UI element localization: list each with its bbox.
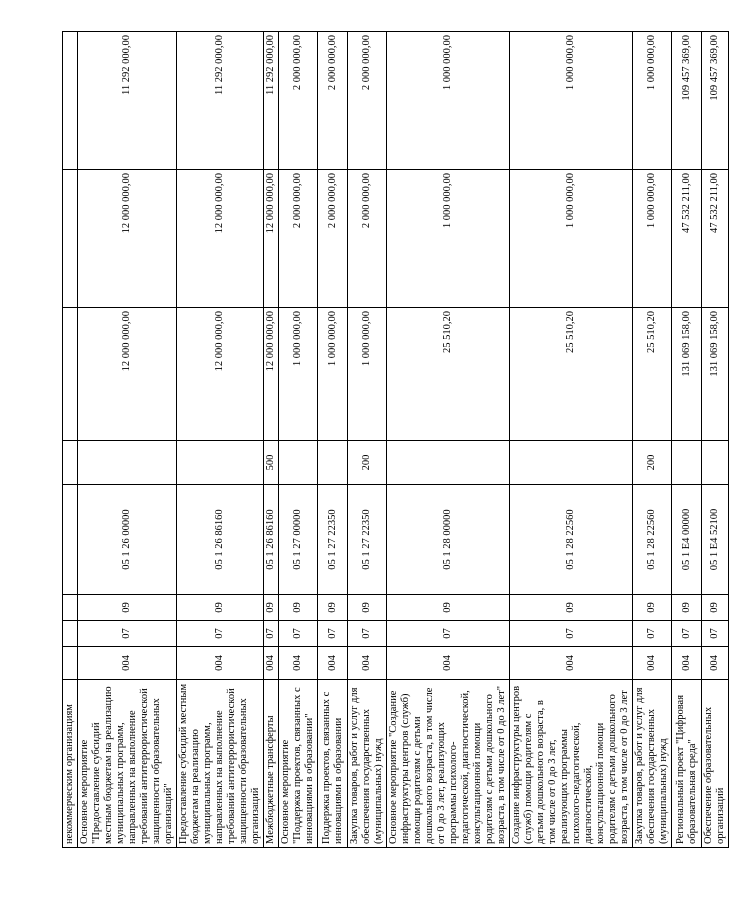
target-article-cell: 05 1 26 86160 xyxy=(177,485,264,595)
amount-year3-cell: 2 000 000,00 xyxy=(318,32,348,170)
row-name-cell: Основное мероприятие "Создание инфраструктуры центров (служб) помощи родителям с детьми дошкольного возраста, в том числе от 0 до 3 лет, реализующих программы психолого-педагогической, диагностической, консультационной помощи родителям с детьми дошкольного возраста, в том числе от 0 до 3 лет" xyxy=(387,680,510,848)
amount-year3-cell: 1 000 000,00 xyxy=(387,32,510,170)
amount-year1-cell: 1 000 000,00 xyxy=(348,308,387,441)
target-article-cell: 05 1 27 22350 xyxy=(348,485,387,595)
amount-year3-cell: 11 292 000,00 xyxy=(264,32,279,170)
target-article-cell xyxy=(63,485,78,595)
row-name-cell: Закупка товаров, работ и услуг для обеспечения государственных (муниципальных) нужд xyxy=(633,680,672,848)
podrazdel-cell: 09 xyxy=(633,595,672,621)
amount-year2-cell: 47 532 211,00 xyxy=(702,170,729,308)
expense-type-cell: 200 xyxy=(633,441,672,485)
table-row xyxy=(348,32,387,848)
expense-type-cell xyxy=(318,441,348,485)
vedomstvo-cell: 004 xyxy=(633,647,672,680)
amount-year3-cell: 1 000 000,00 xyxy=(510,32,633,170)
podrazdel-cell: 09 xyxy=(78,595,177,621)
amount-year3-cell xyxy=(63,32,78,170)
amount-year1-cell: 12 000 000,00 xyxy=(177,308,264,441)
table-row xyxy=(63,32,78,848)
target-article-cell: 05 1 26 86160 xyxy=(264,485,279,595)
podrazdel-cell: 09 xyxy=(348,595,387,621)
table-row xyxy=(672,32,702,848)
target-article-cell: 05 1 27 22350 xyxy=(318,485,348,595)
table-row xyxy=(510,32,633,848)
target-article-cell: 05 1 28 22560 xyxy=(633,485,672,595)
row-name-cell: Предоставление субсидий местным бюджетам на реализацию муниципальных программ, направленных на выполнение требований антитеррористической защищенности образовательных организаций xyxy=(177,680,264,848)
target-article-cell: 05 1 E4 52100 xyxy=(702,485,729,595)
vedomstvo-cell xyxy=(63,647,78,680)
table-row xyxy=(387,32,510,848)
razdel-cell: 07 xyxy=(348,621,387,647)
podrazdel-cell: 09 xyxy=(279,595,318,621)
row-name-cell: Закупка товаров, работ и услуг для обеспечения государственных (муниципальных) нужд xyxy=(348,680,387,848)
row-name-cell: Основное мероприятие "Поддержка проектов, связанных с инновациями в образовании" xyxy=(279,680,318,848)
expense-type-cell xyxy=(387,441,510,485)
target-article-cell: 05 1 28 00000 xyxy=(387,485,510,595)
amount-year1-cell: 25 510,20 xyxy=(387,308,510,441)
amount-year2-cell: 2 000 000,00 xyxy=(318,170,348,308)
expense-type-cell xyxy=(78,441,177,485)
podrazdel-cell: 09 xyxy=(510,595,633,621)
amount-year1-cell: 131 069 158,00 xyxy=(672,308,702,441)
razdel-cell: 07 xyxy=(387,621,510,647)
podrazdel-cell: 09 xyxy=(672,595,702,621)
amount-year1-cell: 25 510,20 xyxy=(633,308,672,441)
row-name-cell: Основное мероприятие "Предоставление субсидий местным бюджетам на реализацию муниципальных программ, направленных на выполнение требований антитеррористической защищенности образовательных организаций" xyxy=(78,680,177,848)
target-article-cell: 05 1 28 22560 xyxy=(510,485,633,595)
table-row xyxy=(177,32,264,848)
amount-year3-cell: 109 457 369,00 xyxy=(672,32,702,170)
amount-year2-cell: 1 000 000,00 xyxy=(387,170,510,308)
vedomstvo-cell: 004 xyxy=(177,647,264,680)
amount-year2-cell: 1 000 000,00 xyxy=(633,170,672,308)
vedomstvo-cell: 004 xyxy=(279,647,318,680)
amount-year2-cell: 12 000 000,00 xyxy=(264,170,279,308)
vedomstvo-cell: 004 xyxy=(672,647,702,680)
budget-table-body xyxy=(63,32,729,848)
amount-year1-cell: 1 000 000,00 xyxy=(279,308,318,441)
amount-year1-cell: 12 000 000,00 xyxy=(78,308,177,441)
amount-year2-cell: 47 532 211,00 xyxy=(672,170,702,308)
expense-type-cell xyxy=(672,441,702,485)
amount-year3-cell: 11 292 000,00 xyxy=(177,32,264,170)
table-row xyxy=(279,32,318,848)
razdel-cell: 07 xyxy=(702,621,729,647)
podrazdel-cell xyxy=(63,595,78,621)
razdel-cell: 07 xyxy=(672,621,702,647)
expense-type-cell: 500 xyxy=(264,441,279,485)
table-row xyxy=(264,32,279,848)
vedomstvo-cell: 004 xyxy=(318,647,348,680)
rotated-page-content xyxy=(62,32,726,848)
row-name-cell: Создание инфраструктуры центров (служб) помощи родителям с детьми дошкольного возраста, в том числе от 0 до 3 лет, реализующих программы психолого-педагогической, диагностической, консультационной помощи родителям с детьми дошкольного возраста, в том числе от 0 до 3 лет xyxy=(510,680,633,848)
amount-year1-cell: 25 510,20 xyxy=(510,308,633,441)
table-row xyxy=(633,32,672,848)
vedomstvo-cell: 004 xyxy=(348,647,387,680)
amount-year1-cell xyxy=(63,308,78,441)
expense-type-cell xyxy=(279,441,318,485)
expense-type-cell: 200 xyxy=(348,441,387,485)
razdel-cell: 07 xyxy=(264,621,279,647)
amount-year2-cell: 12 000 000,00 xyxy=(177,170,264,308)
razdel-cell: 07 xyxy=(318,621,348,647)
budget-table xyxy=(62,31,729,848)
amount-year2-cell xyxy=(63,170,78,308)
vedomstvo-cell: 004 xyxy=(264,647,279,680)
podrazdel-cell: 09 xyxy=(177,595,264,621)
row-name-cell: Региональный проект "Цифровая образовательная среда" xyxy=(672,680,702,848)
row-name-cell: Обеспечение образовательных организаций xyxy=(702,680,729,848)
amount-year2-cell: 1 000 000,00 xyxy=(510,170,633,308)
podrazdel-cell: 09 xyxy=(318,595,348,621)
amount-year3-cell: 2 000 000,00 xyxy=(279,32,318,170)
amount-year2-cell: 2 000 000,00 xyxy=(348,170,387,308)
razdel-cell: 07 xyxy=(633,621,672,647)
razdel-cell: 07 xyxy=(177,621,264,647)
amount-year2-cell: 12 000 000,00 xyxy=(78,170,177,308)
amount-year3-cell: 2 000 000,00 xyxy=(348,32,387,170)
amount-year1-cell: 1 000 000,00 xyxy=(318,308,348,441)
amount-year1-cell: 12 000 000,00 xyxy=(264,308,279,441)
vedomstvo-cell: 004 xyxy=(78,647,177,680)
row-name-cell: некоммерческим организациям xyxy=(63,680,78,848)
podrazdel-cell: 09 xyxy=(387,595,510,621)
expense-type-cell xyxy=(63,441,78,485)
razdel-cell: 07 xyxy=(78,621,177,647)
table-row xyxy=(78,32,177,848)
table-row xyxy=(318,32,348,848)
amount-year3-cell: 1 000 000,00 xyxy=(633,32,672,170)
row-name-cell: Поддержка проектов, связанных с инновациями в образовании xyxy=(318,680,348,848)
amount-year3-cell: 11 292 000,00 xyxy=(78,32,177,170)
expense-type-cell xyxy=(510,441,633,485)
vedomstvo-cell: 004 xyxy=(702,647,729,680)
podrazdel-cell: 09 xyxy=(702,595,729,621)
razdel-cell: 07 xyxy=(279,621,318,647)
target-article-cell: 05 1 27 00000 xyxy=(279,485,318,595)
target-article-cell: 05 1 E4 00000 xyxy=(672,485,702,595)
expense-type-cell xyxy=(702,441,729,485)
table-row xyxy=(702,32,729,848)
vedomstvo-cell: 004 xyxy=(510,647,633,680)
vedomstvo-cell: 004 xyxy=(387,647,510,680)
amount-year2-cell: 2 000 000,00 xyxy=(279,170,318,308)
amount-year3-cell: 109 457 369,00 xyxy=(702,32,729,170)
expense-type-cell xyxy=(177,441,264,485)
razdel-cell: 07 xyxy=(510,621,633,647)
podrazdel-cell: 09 xyxy=(264,595,279,621)
amount-year1-cell: 131 069 158,00 xyxy=(702,308,729,441)
row-name-cell: Межбюджетные трансферты xyxy=(264,680,279,848)
razdel-cell xyxy=(63,621,78,647)
target-article-cell: 05 1 26 00000 xyxy=(78,485,177,595)
